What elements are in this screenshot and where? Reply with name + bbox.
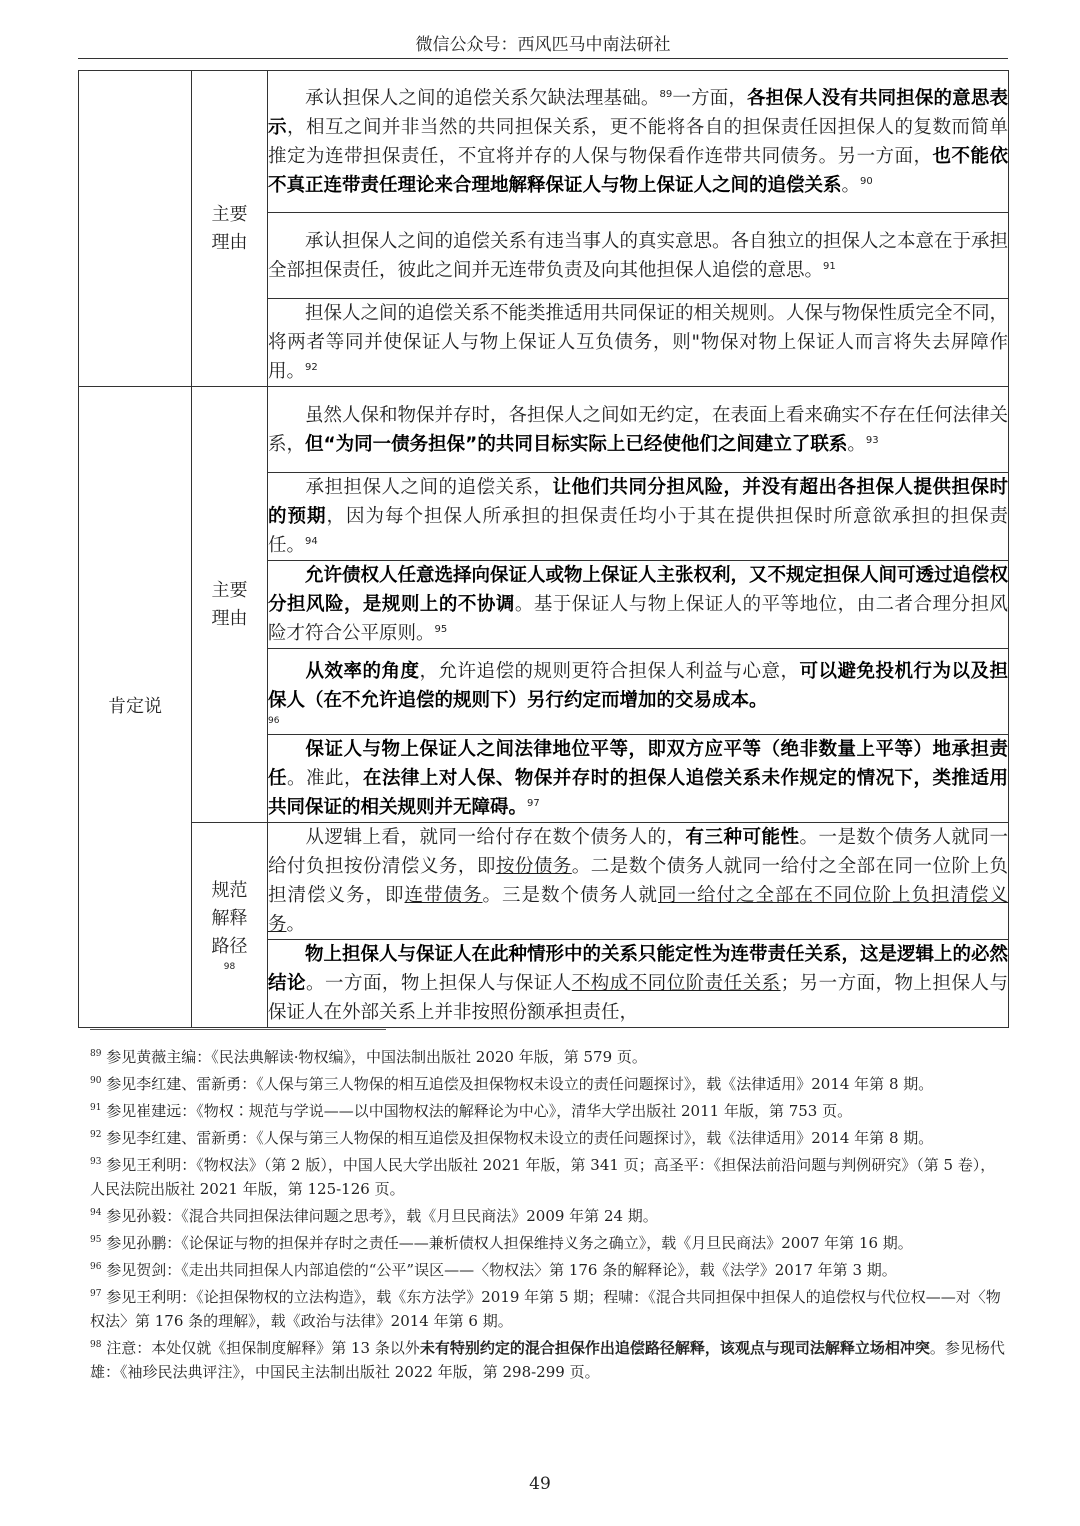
table-row-r7: 从效率的角度，允许追偿的规则更符合担保人利益与心意，可以避免投机行为以及担保人（在不允许追偿的规则下）另行约定而增加的交易成本。 96 (268, 649, 1009, 735)
footnote-ref: 92 (305, 361, 318, 373)
table-row-r2: 承认担保人之间的追偿关系有违当事人的真实意思。各自独立的担保人之本意在于承担全部担保责任，彼此之间并无连带负责及向其他担保人追偿的意思。$^{91}$ (268, 213, 1009, 299)
footnote-ref: 93 (865, 434, 879, 446)
footnote-ref: 97 (527, 797, 540, 809)
footnote-ref: 96 (268, 715, 280, 726)
table-row-r5: 承担担保人之间的追偿关系，让他们共同分担风险，并没有超出各担保人提供担保时的预期，因为每个担保人所承担的担保责任均小于其在提供担保时所意欲承担的担保责任。$^{94}$ (268, 473, 1009, 561)
table-row-r10: 物上担保人与保证人在此种情形中的关系只能定性为连带责任关系，这是逻辑上的必然结论。一方面，物上担保人与保证人不构成不同位阶责任关系；另一方面，物上担保人与保证人在外部关系上并非按照份额承担责任， (268, 940, 1009, 1028)
footnote-95: $^{95}$ 参见孙鹏：《论保证与物的担保并存时之责任——兼析债权人担保维持义务之确立》，载《月旦民商法》2007 年第 16 期。 (90, 1234, 913, 1252)
footnote-ref: 91 (823, 260, 836, 272)
table-row-r3: 担保人之间的追偿关系不能类推适用共同保证的相关规则。人保与物保性质完全不同，将两者等同并使保证人与物上保证人互负债务，则"物保对物上保证人而言将失去屏障作用。$^{92}$ (268, 299, 1009, 387)
footnote-90: $^{90}$ 参见李红建、雷新勇：《人保与第三人物保的相互追偿及担保物权未设立的责任问题探讨》，载《法律适用》2014 年第 8 期。 (90, 1075, 934, 1093)
path-label: 规范 解释 路径 98 (192, 823, 268, 1028)
table-row-r9: 从逻辑上看，就同一给付存在数个债务人的，有三种可能性。一是数个债务人就同一给付负担按份清偿义务，即按份债务。二是数个债务人就同一给付之全部在同一位阶上负担清偿义务，即连带债务。三是数个债务人就同一给付之全部在不同位阶上负担清偿义务。 (268, 823, 1009, 940)
footnote-93: $^{93}$ 参见王利明：《物权法》（第 2 版），中国人民大学出版社 2021 年版，第 341 页；高圣平：《担保法前沿问题与判例研究》（第 5 卷），人民法院出版社 2021 年版，第 125-126 页。 (90, 1156, 996, 1198)
table-row-r4: 虽然人保和物保并存时，各担保人之间如无约定，在表面上看来确实不存在任何法律关系，但“为同一债务担保”的共同目标实际上已经使他们之间建立了联系。$^{93}$ (268, 387, 1009, 473)
footnote-94: $^{94}$ 参见孙毅：《混合共同担保法律问题之思考》，载《月旦民商法》2009 年第 24 期。 (90, 1207, 658, 1225)
table-row-r8: 保证人与物上保证人之间法律地位平等，即双方应平等（绝非数量上平等）地承担责任。准此，在法律上对人保、物保并存时的担保人追偿关系未作规定的情况下，类推适用共同保证的相关规则并无障碍。$^{97}$ (268, 735, 1009, 823)
section-label-affirmative: 肯定说 (79, 387, 192, 1028)
header-divider (78, 58, 1008, 59)
footnote-ref: 95 (434, 623, 448, 635)
footnote-ref: 89 (659, 88, 673, 100)
table-row-r1: 承认担保人之间的追偿关系欠缺法理基础。$^{89}$一方面，各担保人没有共同担保的意思表示，相互之间并非当然的共同担保关系，更不能将各自的担保责任因担保人的复数而简单推定为连带担保责任，不宜将并存的人保与物保看作连带共同债务。另一方面，也不能依不真正连带责任理论来合理地解释保证人与物上保证人之间的追偿关系。$^{90}$ (268, 71, 1009, 213)
footnotes (90, 1042, 1008, 1384)
table-row-r6: 允许债权人任意选择向保证人或物上保证人主张权利，又不规定担保人间可透过追偿权分担风险，是规则上的不协调。基于保证人与物上保证人的平等地位，由二者合理分担风险才符合公平原则。$^{95}$ (268, 561, 1009, 649)
argument-table (78, 70, 1009, 1028)
footnote-91: $^{91}$ 参见崔建远：《物权∶规范与学说——以中国物权法的解释论为中心》，清华大学出版社 2011 年版，第 753 页。 (90, 1102, 853, 1120)
page-header: 微信公众号：西风匹马中南法研社 (415, 35, 671, 55)
footnote-ref: 90 (860, 175, 873, 187)
page-number: 49 (529, 1474, 551, 1494)
footnote-98: $^{98}$ 注意：本处仅就《担保制度解释》第 13 条以外未有特别约定的混合担保作出追偿路径解释，该观点与现司法解释立场相冲突。参见杨代雄：《袖珍民法典评注》，中国民主法制出版社 2022 年版，第 298-299 页。 (90, 1339, 1005, 1381)
footnote-97: $^{97}$ 参见王利明：《论担保物权的立法构造》，载《东方法学》2019 年第 5 期；程啸：《混合共同担保中担保人的追偿权与代位权——对〈物权法〉第 176 条的理解》，载《政治与法律》2014 年第 6 期。 (90, 1288, 1001, 1330)
footnote-92: $^{92}$ 参见李红建、雷新勇：《人保与第三人物保的相互追偿及担保物权未设立的责任问题探讨》，载《法律适用》2014 年第 8 期。 (90, 1129, 934, 1147)
reason-label-b: 主要 理由 (192, 387, 268, 823)
footnote-96: $^{96}$ 参见贺剑：《走出共同担保人内部追偿的“公平”误区——〈物权法〉第 176 条的解释论》，载《法学》2017 年第 3 期。 (90, 1261, 897, 1279)
blank-section-cell (79, 71, 192, 387)
footnote-divider (90, 1029, 386, 1030)
reason-label-a: 主要 理由 (192, 71, 268, 387)
footnote-ref: 94 (305, 535, 318, 547)
footnote-89: $^{89}$ 参见黄薇主编：《民法典解读·物权编》，中国法制出版社 2020 年版，第 579 页。 (90, 1048, 647, 1066)
